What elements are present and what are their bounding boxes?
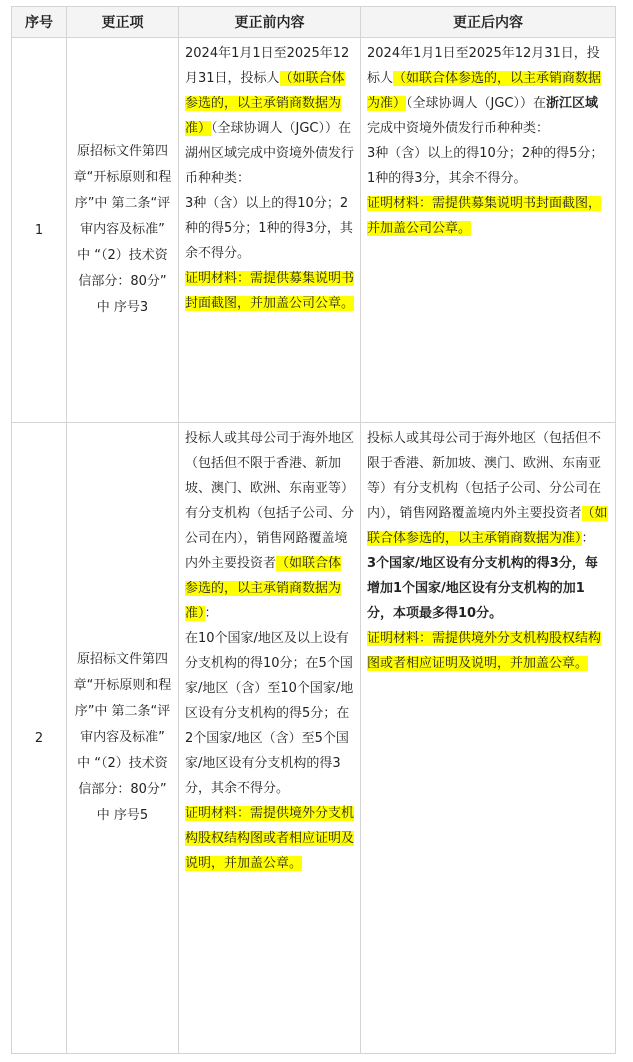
highlight-text: （如联合体参选的，以主承销商数据为准） <box>367 506 608 546</box>
header-item: 更正项 <box>67 7 179 38</box>
before-content <box>179 38 361 423</box>
proof-highlight: 证明材料：需提供募集说明书封面截图，并加盖公司公章。 <box>185 271 355 311</box>
before-proof <box>185 801 354 876</box>
table-row <box>12 38 616 423</box>
header-before: 更正前内容 <box>179 7 361 38</box>
table-header-row <box>12 7 616 38</box>
after-scoring: 3个国家/地区设有分支机构的得3分，每增加1个国家/地区设有分支机构的加1分，本项最多得10分。 <box>367 556 598 621</box>
row-number: 1 <box>12 38 67 423</box>
proof-highlight: 证明材料：需提供境外分支机构股权结构图或者相应证明及说明，并加盖公章。 <box>367 631 602 671</box>
before-paragraph <box>185 41 354 191</box>
after-paragraph <box>367 41 609 141</box>
row-number: 2 <box>12 423 67 1054</box>
after-text: 完成中资境外债发行币种种类： <box>367 121 550 136</box>
highlight-text: （如联合体参选的，以主承销商数据为准） <box>367 71 602 111</box>
after-text: ： <box>581 531 595 546</box>
before-scoring: 在10个国家/地区及以上设有分支机构的得10分；在5个国家/地区（含）至10个国家/地区设有分支机构的得5分；在2个国家/地区（含）至5个国家/地区设有分支机构的得3分，其余不得分。 <box>185 631 354 796</box>
before-text: 投标人或其母公司于海外地区（包括但不限于香港、新加坡、澳门、欧洲、东南亚等）有分支机构（包括子公司、分公司在内），销售网路覆盖境内外主要投资者 <box>185 431 355 571</box>
after-text: 投标人或其母公司于海外地区（包括但不限于香港、新加坡、澳门、欧洲、东南亚等）有分支机构（包括子公司、分公司在内），销售网路覆盖境内外主要投资者 <box>367 431 602 521</box>
bold-region: 浙江区域 <box>546 96 599 111</box>
correction-item: 原招标文件第四章“开标原则和程序”中 第二条“评审内容及标准” 中 “（2）技术资信部分：80分” 中 序号3 <box>67 38 179 423</box>
after-paragraph <box>367 426 609 551</box>
before-text: ： <box>204 606 218 621</box>
before-content <box>179 423 361 1054</box>
after-content <box>361 38 616 423</box>
proof-highlight: 证明材料：需提供境外分支机构股权结构图或者相应证明及说明，并加盖公章。 <box>185 806 355 871</box>
highlight-text: （如联合体参选的，以主承销商数据为准） <box>185 556 342 621</box>
after-proof <box>367 191 609 241</box>
before-proof <box>185 266 354 316</box>
before-paragraph <box>185 426 354 626</box>
header-no: 序号 <box>12 7 67 38</box>
after-scoring: 3种（含）以上的得10分；2种的得5分；1种的得3分，其余不得分。 <box>367 146 604 186</box>
highlight-text: （如联合体参选的，以主承销商数据为准） <box>185 71 345 136</box>
header-after: 更正后内容 <box>361 7 616 38</box>
before-text: 2024年1月1日至2025年12月31日，投标人 <box>185 46 350 86</box>
proof-highlight: 证明材料：需提供募集说明书封面截图，并加盖公司公章。 <box>367 196 602 236</box>
correction-item: 原招标文件第四章“开标原则和程序”中 第二条“评审内容及标准” 中 “（2）技术资信部分：80分” 中 序号5 <box>67 423 179 1054</box>
before-scoring: 3种（含）以上的得10分；2种的得5分；1种的得3分，其余不得分。 <box>185 196 353 261</box>
correction-table <box>11 6 616 1054</box>
after-content <box>361 423 616 1054</box>
table-row <box>12 423 616 1054</box>
before-text: （全球协调人（JGC））在湖州区域完成中资境外债发行币种种类： <box>185 121 355 186</box>
after-text: （全球协调人（JGC））在 <box>406 96 547 111</box>
after-proof <box>367 626 609 676</box>
after-text: 2024年1月1日至2025年12月31日，投标人 <box>367 46 600 86</box>
